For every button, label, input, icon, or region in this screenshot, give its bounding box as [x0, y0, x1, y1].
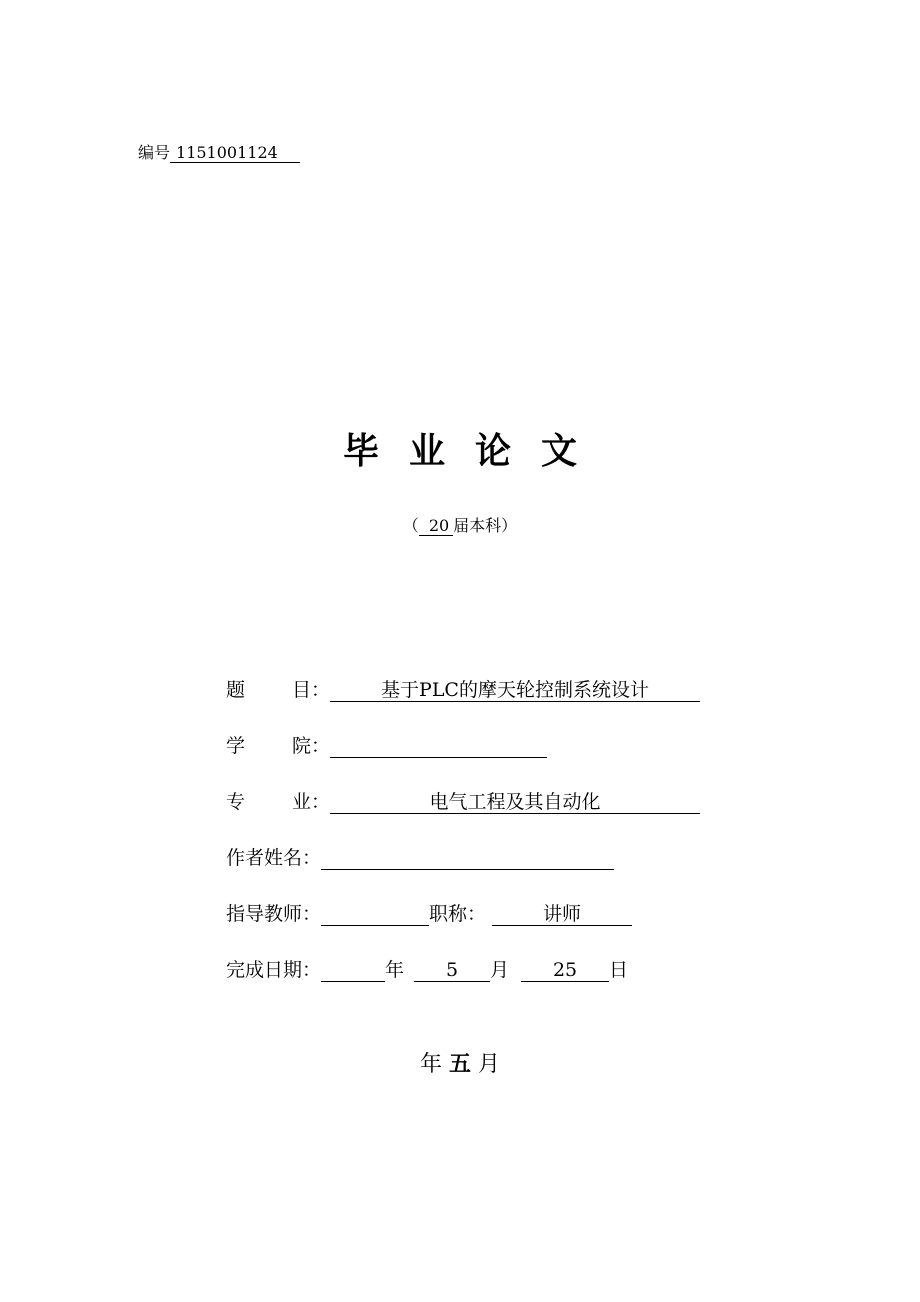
major-field[interactable]: 电气工程及其自动化: [330, 790, 700, 814]
advisor-title-field[interactable]: 讲师: [492, 902, 632, 926]
author-row: [226, 846, 614, 870]
completion-day-unit: 日: [609, 959, 629, 981]
serial-value: 1151001124: [170, 144, 300, 163]
bottom-month-unit: 月: [478, 1052, 501, 1077]
topic-row: [226, 678, 700, 702]
topic-field[interactable]: 基于PLC的摩天轮控制系统设计: [330, 678, 700, 702]
serial-number: [138, 143, 300, 163]
advisor-title-label: 职称：: [429, 903, 487, 925]
advisor-row: [226, 902, 632, 926]
bottom-month-name: 五: [448, 1052, 471, 1077]
major-label-a: 专: [226, 791, 246, 813]
cohort-suffix: 届本科）: [453, 516, 518, 535]
advisor-label: 指导教师：: [226, 903, 322, 925]
bottom-date: [0, 1050, 920, 1080]
serial-label: 编号: [138, 143, 171, 162]
document-title: 毕业论文: [342, 431, 607, 472]
college-label-b: 院：: [292, 735, 331, 757]
major-label-b: 业：: [292, 791, 331, 813]
college-field[interactable]: [330, 734, 547, 758]
completion-day-field[interactable]: 25: [521, 958, 609, 982]
cohort-open: （: [402, 516, 419, 535]
completion-month-unit: 月: [490, 959, 510, 981]
completion-year-unit: 年: [385, 959, 405, 981]
cohort-year: 20: [419, 517, 453, 536]
completion-label: 完成日期：: [226, 959, 322, 981]
completion-month-field[interactable]: 5: [414, 958, 490, 982]
topic-label-a: 题: [226, 679, 246, 701]
author-label: 作者姓名：: [226, 847, 322, 869]
college-label-a: 学: [226, 735, 246, 757]
major-row: [226, 790, 700, 814]
college-row: [226, 734, 547, 758]
advisor-field[interactable]: [321, 902, 429, 926]
bottom-year-unit: 年: [419, 1052, 442, 1077]
topic-label-b: 目：: [292, 679, 331, 701]
author-field[interactable]: [321, 846, 614, 870]
completion-year-field[interactable]: [321, 958, 385, 982]
cohort-line: [0, 516, 920, 536]
completion-row: [226, 958, 628, 982]
